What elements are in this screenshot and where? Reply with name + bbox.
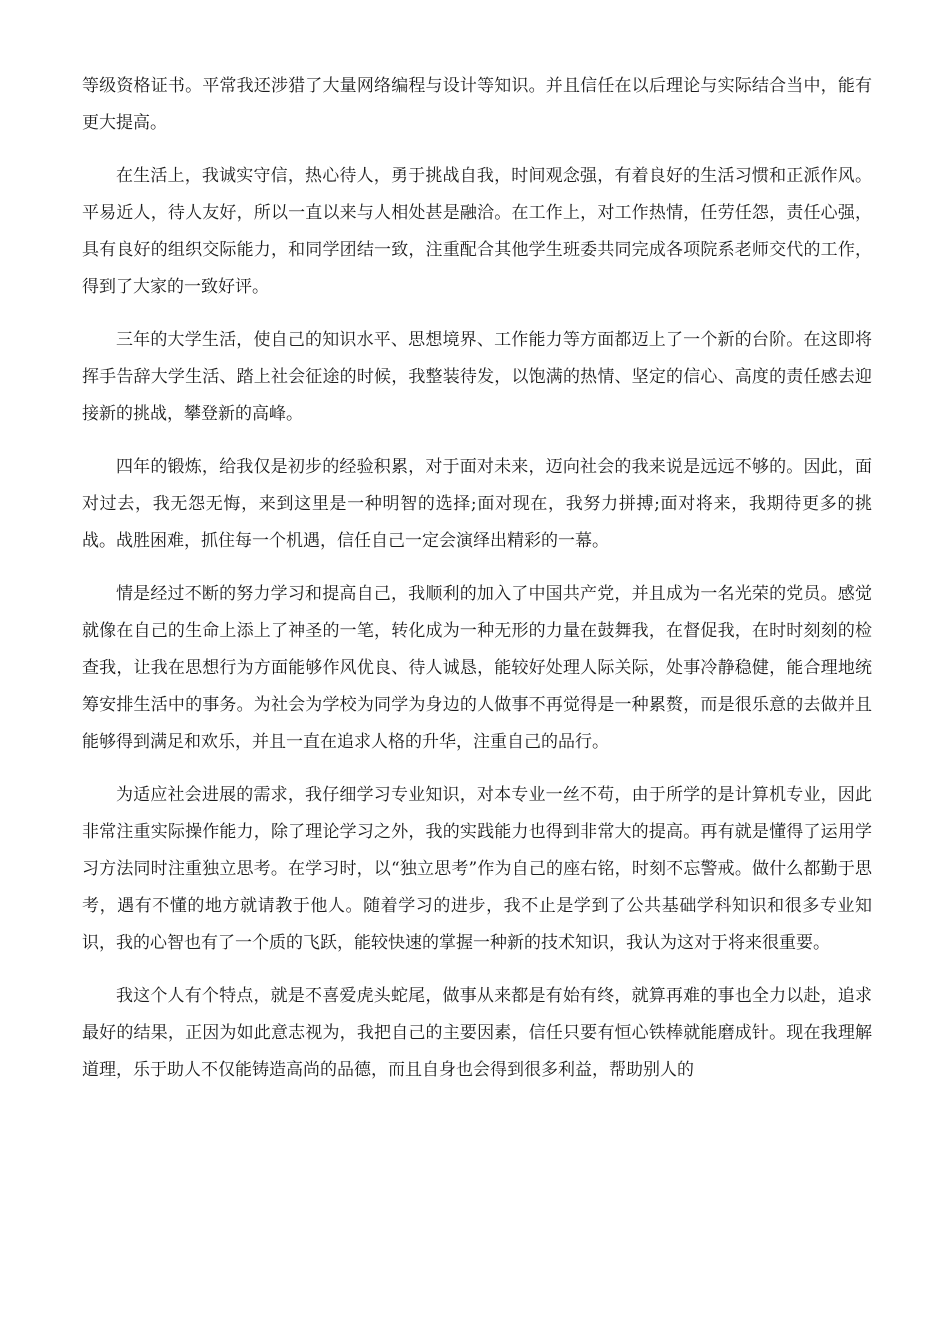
paragraph-party-member: 情是经过不断的努力学习和提高自己，我顺利的加入了中国共产党，并且成为一名光荣的党员。感觉就像在自己的生命上添上了神圣的一笔，转化成为一种无形的力量在鼓舞我，在督促我，在时时刻刻的检查我，让我在思想行为方面能够作风优良、待人诚恳，能较好处理人际关际，处事冷静稳健，能合理地统筹安排生活中的事务。为社会为学校为同学为身边的人做事不再觉得是一种累赘，而是很乐意的去做并且能够得到满足和欢乐，并且一直在追求人格的升华，注重自己的品行。 — [82, 584, 872, 752]
paragraph-character: 我这个人有个特点，就是不喜爱虎头蛇尾，做事从来都是有始有终，就算再难的事也全力以赴，追求最好的结果，正因为如此意志视为，我把自己的主要因素，信任只要有恒心铁棒就能磨成针。现在我理解道理，乐于助人不仅能铸造高尚的品德，而且自身也会得到很多利益，帮助别人的 — [82, 986, 872, 1080]
paragraph-college-life: 三年的大学生活，使自己的知识水平、思想境界、工作能力等方面都迈上了一个新的台阶。在这即将挥手告辞大学生活、踏上社会征途的时候，我整装待发，以饱满的热情、坚定的信心、高度的责任感去迎接新的挑战，攀登新的高峰。 — [82, 330, 872, 424]
paragraph-four-years: 四年的锻炼，给我仅是初步的经验积累，对于面对未来，迈向社会的我来说是远远不够的。因此，面对过去，我无怨无悔，来到这里是一种明智的选择;面对现在，我努力拼搏;面对将来，我期待更多的挑战。战胜困难，抓住每一个机遇，信任自己一定会演绎出精彩的一幕。 — [82, 457, 872, 551]
paragraph-life-and-work: 在生活上，我诚实守信，热心待人，勇于挑战自我，时间观念强，有着良好的生活习惯和正派作风。平易近人，待人友好，所以一直以来与人相处甚是融洽。在工作上，对工作热情，任劳任怨，责任心强，具有良好的组织交际能力，和同学团结一致，注重配合其他学生班委共同完成各项院系老师交代的工作，得到了大家的一致好评。 — [82, 166, 872, 297]
paragraph-study: 为适应社会进展的需求，我仔细学习专业知识，对本专业一丝不苟，由于所学的是计算机专业，因此非常注重实际操作能力，除了理论学习之外，我的实践能力也得到非常大的提高。再有就是懂得了运用学习方法同时注重独立思考。在学习时，以“独立思考”作为自己的座右铭，时刻不忘警戒。做什么都勤于思考，遇有不懂的地方就请教于他人。随着学习的进步，我不止是学到了公共基础学科知识和很多专业知识，我的心智也有了一个质的飞跃，能较快速的掌握一种新的技术知识，我认为这对于将来很重要。 — [82, 785, 872, 953]
document-body — [82, 68, 872, 1105]
paragraph-continuation: 等级资格证书。平常我还涉猎了大量网络编程与设计等知识。并且信任在以后理论与实际结合当中，能有更大提高。 — [82, 76, 872, 133]
